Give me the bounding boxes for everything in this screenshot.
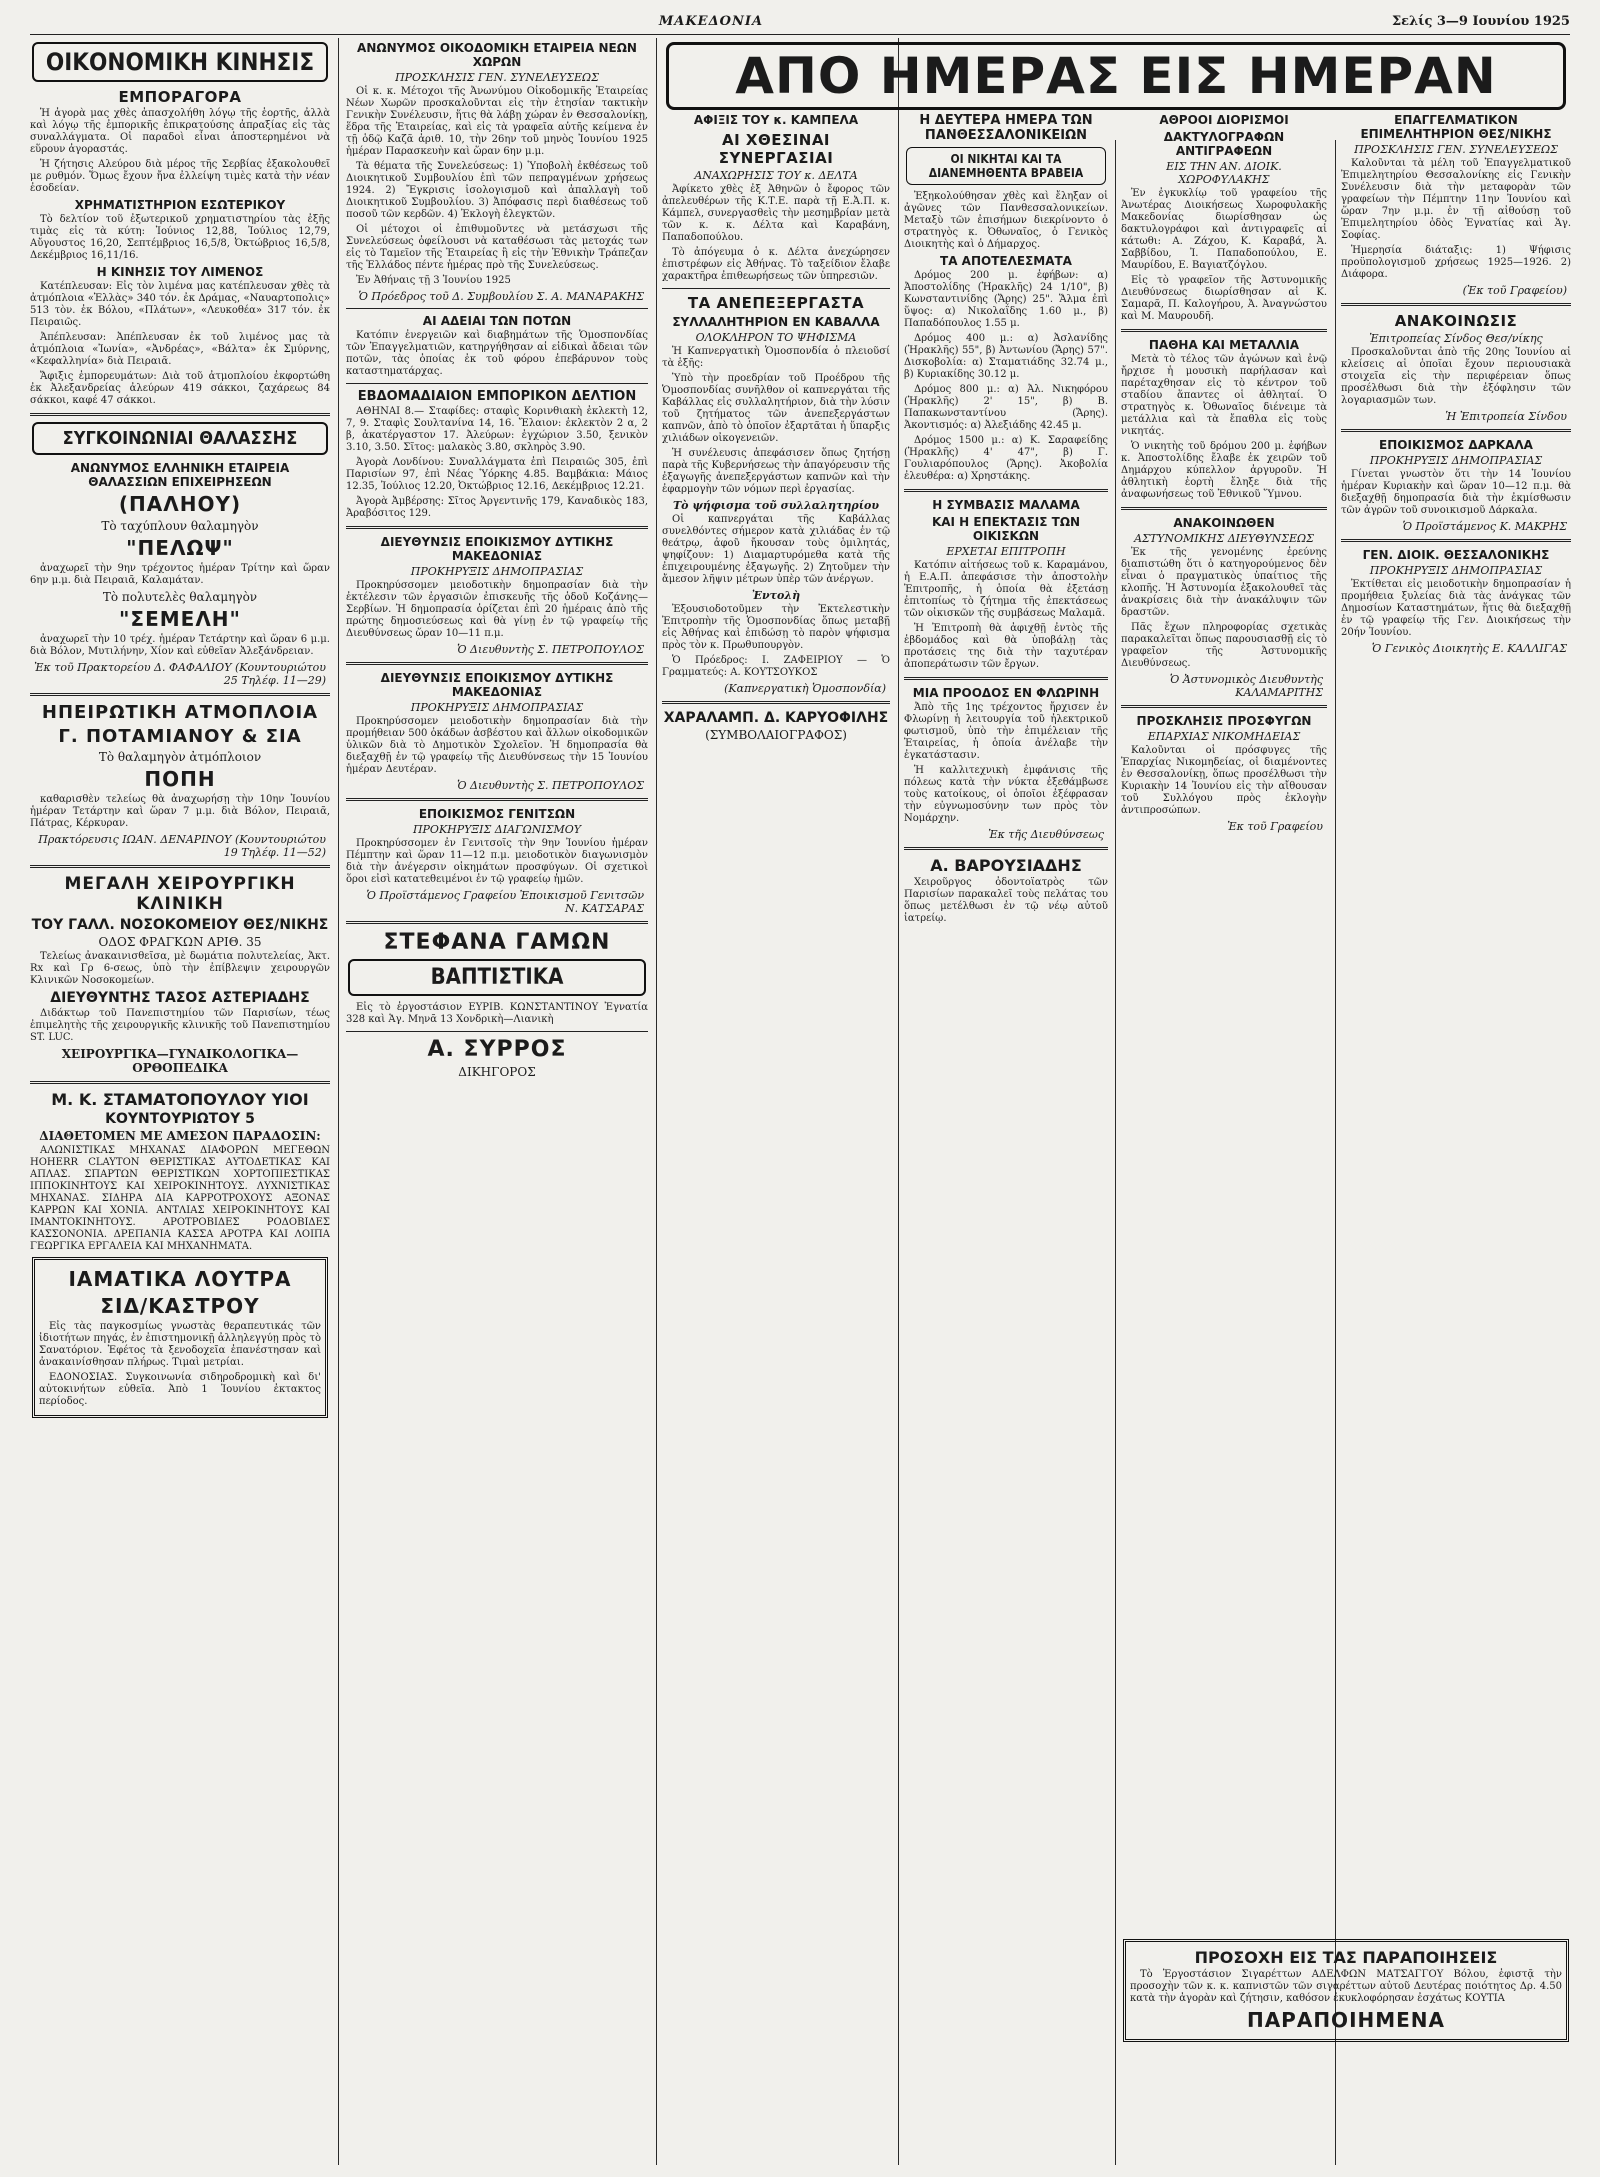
ship-name: ΠΟΠΗ <box>144 767 216 791</box>
notice-paragraph: Οἱ κ. κ. Μέτοχοι τῆς Ἀνωνύμου Οἰκοδομικῆς Ἑταιρείας Νέων Χωρῶν προσκαλοῦνται εἰς τὴν ἐτησίαν τακτικὴν Γενικὴν Συνέλευσιν, ἥτις θὰ λάβῃ χώραν ἐν Θεσσαλονίκῃ, ἕδρα τῆς Ἑταιρείας, καὶ εἰς τὰ γραφεῖα αὐτῆς κείμενα ἐν τῇ ὁδῷ Καζᾶ ἀριθ. 10, τὴν 26ην τοῦ μηνὸς Ἰουνίου 1925 ἡμέραν Παρασκευὴν καὶ ὥραν 6ην μ.μ. <box>346 86 648 157</box>
article-paragraph: Ἐξηκολούθησαν χθὲς καὶ ἔληξαν οἱ ἀγῶνες τῶν Πανθεσσαλονικείων. Μεταξὺ τῶν ἐπισήμων διεκρίνοντο ὁ στρατηγὸς κ. Ὀθωναῖος, ὁ Γενικὸς Διοικητὴς καὶ ὁ Δήμαρχος. <box>904 191 1108 250</box>
article-subtitle: ΠΡΟΚΗΡΥΞΙΣ ΔΗΜΟΠΡΑΣΙΑΣ <box>1369 454 1543 467</box>
dentist-name: Α. ΒΑΡΟΥΣΙΑΔΗΣ <box>930 856 1082 875</box>
article-signature: Ἐκ τοῦ Γραφείου <box>1227 820 1323 833</box>
ad-title: ΗΠΕΙΡΩΤΙΚΗ ΑΤΜΟΠΛΟΙΑ <box>41 702 319 723</box>
article-paragraph: Γίνεται γνωστὸν ὅτι τὴν 14 Ἰουνίου ἡμέραν Κυριακὴν καὶ ὥραν 10—12 π.μ. θὰ διεξαχθῇ δημοπρασία διὰ τὴν ἐκμίσθωσιν τῶν ἀγρῶν τοῦ συνοικισμοῦ Δάρκαλα. <box>1341 469 1571 516</box>
column-6 <box>1341 110 1571 2167</box>
article-paragraph: Ἡ συνέλευσις ἀπεφάσισεν ὅπως ζητήσῃ παρὰ τῆς Κυβερνήσεως τὴν ἀπαγόρευσιν τῆς ἐξαγωγῆς ἀνεπεξεργάστων καπνῶν καὶ τὴν ἐφαρμογὴν τῶν νόμων περὶ ἐργασίας. <box>662 448 890 495</box>
ad-line: Τὸ ταχύπλουν θαλαμηγὸν <box>101 519 259 533</box>
article-signature: Ὁ Προϊστάμενος Κ. ΜΑΚΡΗΣ <box>1402 520 1567 533</box>
column-4 <box>904 110 1108 2167</box>
article-paragraph: Ἀγορὰ Λονδίνου: Συναλλάγματα ἐπὶ Πειραιῶς 305, ἐπὶ Παρισίων 97, ἐπὶ Νέας Ὑόρκης 4.85. Βαμβάκια: Μάιος 12.35, Ἰούλιος 12.20, Ὀκτώβριος 12.16, Δεκέμβριος 12.21. <box>346 457 648 492</box>
article-title: ΠΡΟΣΚΛΗΣΙΣ ΠΡΟΣΦΥΓΩΝ <box>1136 714 1312 728</box>
company-subname: (ΠΑΛΗΟΥ) <box>118 492 242 516</box>
article-paragraph: Εἰς τὸ γραφεῖον τῆς Ἀστυνομικῆς Διευθύνσεως διωρίσθησαν αἱ Κ. Σαμαρᾶ, Π. Καλογήρου, Ἀ. Ἀναγνώστου καὶ Μ. Μαυρουδῆ. <box>1121 275 1327 322</box>
article-signature: Ἡ Ἐπιτροπεία Σίνδου <box>1445 410 1567 423</box>
article-title: ΠΑΘΗΑ ΚΑΙ ΜΕΤΑΛΛΙΑ <box>1148 338 1300 352</box>
ad-footer: ΠΑΡΑΠΟΙΗΜΕΝΑ <box>1246 2008 1446 2032</box>
column-notices <box>346 38 648 2167</box>
article-subtitle: ΕΡΧΕΤΑΙ ΕΠΙΤΡΟΠΗ <box>946 545 1066 558</box>
notary-title: (ΣΥΜΒΟΛΑΙΟΓΡΑΦΟΣ) <box>705 728 847 742</box>
article-subtitle: Ἐπιτροπείας Σίνδος Θεσ/νίκης <box>1369 332 1543 345</box>
ad-signature: Ἐκ τοῦ Πρακτορείου Δ. ΦΑΦΑΛΙΟΥ (Κουντουριώτου 25 Τηλέφ. 11—29) <box>34 661 326 687</box>
article-subtitle: ΠΡΟΚΗΡΥΞΙΣ ΔΗΜΟΠΡΑΣΙΑΣ <box>1369 564 1543 577</box>
ad-title: ΙΑΜΑΤΙΚΑ ΛΟΥΤΡΑ <box>68 1267 292 1291</box>
article-paragraph: Καλοῦνται τὰ μέλη τοῦ Ἐπαγγελματικοῦ Ἐπιμελητηρίου Θεσσαλονίκης εἰς Γενικὴν Συνέλευσιν διὰ τὴν μεταφορὰν τῶν γραφείων τὴν Πέμπτην 11ην Ἰουνίου καὶ ὥραν 7ην μ.μ. ἐν τῇ αἰθούσῃ τοῦ Ἐπιμελητηρίου ὁδὸς Ἐγνατίας καὶ Ἁγ. Σοφίας. <box>1341 158 1571 241</box>
article-signature: Ὁ Γενικὸς Διοικητὴς Ε. ΚΑΛΛΙΓΑΣ <box>1371 642 1567 655</box>
article-subhead: ΤΑ ΑΠΟΤΕΛΕΣΜΑΤΑ <box>940 254 1072 268</box>
ad-text: ΑΛΩΝΙΣΤΙΚΑΣ ΜΗΧΑΝΑΣ ΔΙΑΦΟΡΩΝ ΜΕΓΕΘΩΝ HOHERR CLAYTON ΘΕΡΙΣΤΙΚΑΣ ΑΥΤΟΔΕΤΙΚΑΣ ΚΑΙ ΑΠΛΑΣ. ΣΠΑΡΤΩΝ ΘΕΡΙΣΤΙΚΩΝ ΧΟΡΤΟΠΙΕΣΤΙΚΑΣ ΙΠΠΟΚΙΝΗΤΟΥΣ ΚΑΙ ΧΕΙΡΟΚΙΝΗΤΟΥΣ. ΛΥΧΝΙΣΤΙΚΑΣ ΜΗΧΑΝΑΣ. ΣΙΔΗΡΑ ΔΙΑ ΚΑΡΡΟΤΡΟΧΟΥΣ ΑΞΟΝΑΣ ΚΑΡΡΩΝ ΚΑΙ ΧΟΝΙΑ. ΑΝΤΛΙΑΣ ΧΕΙΡΟΚΙΝΗΤΟΥΣ ΚΑΙ ΙΜΑΝΤΟΚΙΝΗΤΟΥΣ. ΑΡΟΤΡΟΒΙΔΕΣ ΡΟΔΟΒΙΔΕΣ ΚΑΣΣΟΝΟΝΙΑ. ΔΡΕΠΑΝΙΑ ΚΑΣΣΑ ΑΡΟΤΡΑ ΚΑΙ ΛΟΙΠΑ ΓΕΩΡΓΙΚΑ ΕΡΓΑΛΕΙΑ ΚΑΙ ΜΗΧΑΝΗΜΑΤΑ. <box>30 1145 330 1252</box>
article-title: Η ΚΙΝΗΣΙΣ ΤΟΥ ΛΙΜΕΝΟΣ <box>96 265 264 279</box>
article-subtitle: ΕΠΑΡΧΙΑΣ ΝΙΚΟΜΗΔΕΙΑΣ <box>1147 730 1301 743</box>
notice-paragraph: Τὰ θέματα τῆς Συνελεύσεως: 1) Ὑποβολὴ ἐκθέσεως τοῦ Διοικητικοῦ Συμβουλίου ἐπὶ τῶν πεπραγμένων χρήσεως 1924. 2) Ἔγκρισις ἰσολογισμοῦ καὶ ἀπαλλαγὴ τοῦ Διοικητικοῦ Συμβουλίου. 3) Ἀπόφασις περὶ διαθέσεως τοῦ ποσοῦ τῶν κερδῶν. 4) Ἐκλογὴ ἐλεγκτῶν. <box>346 161 648 220</box>
article-paragraph: Κατέπλευσαν: Εἰς τὸν λιμένα μας κατέπλευσαν χθὲς τὰ ἀτμόπλοια «Ἑλλὰς» 340 τόν. ἐκ Δράμας, «Ναυαρτοπολις» 513 τὸν. ἐκ Βόλου, «Πλάτων», «Λευκοθέα» 317 τόν. ἐκ Πειραιῶς. <box>30 281 330 328</box>
article-paragraph: Ἐν ἐγκυκλίῳ τοῦ γραφείου τῆς Ἀνωτέρας Διοικήσεως Χωροφυλακῆς Μακεδονίας διωρίσθησαν ὡς δακτυλογράφοι καὶ ἀντιγραφεῖς αἱ κάτωθι: Α. Ζάχου, Κ. Καραβά, Ἀ. Σαββίδου, Ἰ. Παπαδοπούλου, Ε. Μαυρίδου, Ε. Βαγιατζόγλου. <box>1121 188 1327 271</box>
article-paragraph: Ἡ Ἐπιτροπὴ θὰ ἀφιχθῇ ἐντὸς τῆς ἑβδομάδος καὶ θὰ ὑποβάλῃ τὰς προτάσεις της διὰ τὴν ταχυτέραν ἀποπεράτωσιν τῶν ἔργων. <box>904 623 1108 670</box>
lawyer-name: Α. ΣΥΡΡΟΣ <box>427 1037 567 1062</box>
article-paragraph: Ὑπὸ τὴν προεδρίαν τοῦ Προέδρου τῆς Ὁμοσπονδίας συνῆλθον οἱ καπνεργάται τῆς Καβάλλας εἰς συλλαλητήριον, διὰ τὴν λύσιν τοῦ ζητήματος τῶν ἀνεπεξεργάστων καπνῶν, ἀπὸ τὸ ὁποῖον ἐξαρτᾶται ἡ ὕπαρξις χιλιάδων οἰκογενειῶν. <box>662 373 890 444</box>
article-paragraph: Ἐκ τῆς γενομένης ἐρεύνης διαπιστώθη ὅτι ὁ κατηγορούμενος δὲν εἶναι ὁ πραγματικὸς ὑπαίτιος τῆς κλοπῆς. Ἡ Ἀστυνομία ἐξακολουθεῖ τὰς ἀνακρίσεις διὰ τὴν ἀνακάλυψιν τῶν δραστῶν. <box>1121 547 1327 618</box>
column-3 <box>662 110 890 2167</box>
notice-signature: Ὁ Διευθυντὴς Σ. ΠΕΤΡΟΠΟΥΛΟΣ <box>457 779 644 792</box>
article-title: Η ΔΕΥΤΕΡΑ ΗΜΕΡΑ ΤΩΝ ΠΑΝΘΕΣΣΑΛΟΝΙΚΕΙΩΝ <box>919 113 1093 143</box>
ad-text: Τὸ Ἐργοστάσιον Σιγαρέττων ΑΔΕΛΦΩΝ ΜΑΤΣΑΓΓΟΥ Βόλου, ἐφιστᾷ τὴν προσοχὴν τῶν κ. κ. καπνιστῶν τῶν σιγαρέττων αὐτοῦ Δευτέρας ποιότητος Δρ. 4.50 κατὰ τὴν ἀγορὰν καὶ ζήτησιν, καθόσον ἐκυκλοφόρησαν ἐσχάτως ΚΟΥΤΙΑ <box>1130 1969 1562 2004</box>
notice-title: ΔΙΕΥΘΥΝΣΙΣ ΕΠΟΙΚΙΣΜΟΥ ΔΥΤΙΚΗΣ ΜΑΚΕΔΟΝΙΑΣ <box>380 671 614 699</box>
article-paragraph: Δρόμος 400 μ.: α) Ἀσλανίδης (Ἡρακλῆς) 55", β) Ἀντωνίου (Ἄρης) 57". Δισκοβολία: α) Σταματιάδης 32.74 μ., β) Κυριακίδης 30.12 μ. <box>904 333 1108 380</box>
company-name: ΑΝΩΝΥΜΟΣ ΕΛΛΗΝΙΚΗ ΕΤΑΙΡΕΙΑ ΘΑΛΑΣΣΙΩΝ ΕΠΙΧΕΙΡΗΣΕΩΝ <box>70 461 290 489</box>
ad-title: ΣΤΕΦΑΝΑ ΓΑΜΩΝ <box>383 930 611 955</box>
column-rule <box>898 38 899 2165</box>
article-paragraph: Κατόπιν αἰτήσεως τοῦ κ. Καραμάνου, ἡ Ε.Α.Π. ἀπεφάσισε τὴν ἀποστολὴν Ἐπιτροπῆς, ἡ ὁποία θὰ ἐξετάσῃ ἐπιτοπίως τὸ ζήτημα τῆς ἐπεκτάσεως τῶν οἰκισκῶν τῆς συμβάσεως Μαλαμᾶ. <box>904 560 1108 619</box>
article-title: ΑΦΙΞΙΣ ΤΟΥ κ. ΚΑΜΠΕΛΑ <box>693 113 859 127</box>
article-signature: (Ἐκ τοῦ Γραφείου) <box>1462 284 1567 297</box>
article-title: ΕΒΔΟΜΑΔΙΑΙΟΝ ΕΜΠΟΡΙΚΟΝ ΔΕΛΤΙΟΝ <box>357 389 637 404</box>
ad-text: Χειροῦργος ὀδοντοϊατρὸς τῶν Παρισίων παρακαλεῖ τοὺς πελάτας του ὅπως μετέλθωσι ἐν τῷ νέῳ αὐτοῦ ἰατρείῳ. <box>904 877 1108 924</box>
article-title: ΑΝΑΚΟΙΝΩΣΙΣ <box>1394 312 1518 330</box>
ad-title: Μ. Κ. ΣΤΑΜΑΤΟΠΟΥΛΟΥ ΥΙΟΙ <box>51 1090 309 1109</box>
ad-text: Διδάκτωρ τοῦ Πανεπιστημίου τῶν Παρισίων, τέως ἐπιμελητὴς τῆς χειρουργικῆς κλινικῆς τοῦ Πανεπιστημίου ST. LUC. <box>30 1008 330 1043</box>
ship-name: "ΣΕΜΕΛΗ" <box>119 607 241 631</box>
column-rule <box>656 38 657 2165</box>
article-paragraph: Δρόμος 800 μ.: α) Ἀλ. Νικηφόρου (Ἡρακλῆς) 2' 15", β) Β. Παπακωνσταντίνου (Ἄρης). Ἀκοντισμός: α) Ἀλεξιάδης 42.45 μ. <box>904 384 1108 431</box>
column-rule <box>1335 140 1336 2165</box>
article-paragraph: Ἡ Καπνεργατικὴ Ὁμοσπονδία ὁ πλειοῦσί τὰ ἑξῆς: <box>662 346 890 369</box>
ad-address: ΚΟΥΝΤΟΥΡΙΩΤΟΥ 5 <box>105 1111 255 1127</box>
notice-paragraph: Προκηρύσσομεν μειοδοτικὴν δημοπρασίαν διὰ τὴν ἐκτέλεσιν τῶν ἐργασιῶν ἐπισκευῆς τῆς ὁδοῦ Κοζάνης—Σερβίων. Ἡ δημοπρασία ὁρίζεται ἐπὶ 20 ἡμέραις ἀπὸ τῆς πρώτης δημοσιεύσεως καὶ θὰ γίνῃ ἐν τῷ γραφείῳ τῆς Διευθύνσεως ὥραν 10—11 π.μ. <box>346 580 648 639</box>
ad-footer: ΧΕΙΡΟΥΡΓΙΚΑ—ΓΥΝΑΙΚΟΛΟΓΙΚΑ—ΟΡΘΟΠΕΔΙΚΑ <box>61 1047 299 1075</box>
ad-name: ΣΙΔ/ΚΑΣΤΡΟΥ <box>100 1294 260 1318</box>
ad-address: ΟΔΟΣ ΦΡΑΓΚΩΝ ΑΡΙΘ. 35 <box>98 935 262 949</box>
notice-signature: Ὁ Προϊστάμενος Γραφείου Ἐποικισμοῦ Γενιτσῶν Ν. ΚΑΤΣΑΡΑΣ <box>366 889 644 915</box>
column-rule <box>338 38 339 2165</box>
ad-text: ἀναχωρεῖ τὴν 9ην τρέχοντος ἡμέραν Τρίτην καὶ ὥραν 6ην μ.μ. διὰ Πειραιᾶ, Καλαμάταν. <box>30 563 330 586</box>
column-economy <box>30 38 330 2167</box>
article-paragraph: Οἱ καπνεργάται τῆς Καβάλλας συνελθόντες σήμερον κατὰ χιλιάδας ἐν τῷ θεάτρῳ, ἀφοῦ ἤκουσαν τοὺς ὁμιλητάς, ψηφίζουν: 1) Διαμαρτυρόμεθα κατὰ τῆς ἐπιχειρουμένης ἐξαγωγῆς. 2) Ζητοῦμεν τὴν ἄμεσον λῆψιν μέτρων ὑπὲρ τῶν ἀνέργων. <box>662 514 890 585</box>
article-paragraph: Προσκαλοῦνται ἀπὸ τῆς 20ης Ἰουνίου αἱ κλείσεις αἱ ὁποῖαι ἔχουν περιουσιακὰ στοιχεῖα εἰς τὴν περιφέρειαν ὅπως προσέλθωσι διὰ τὴν ἐξόφλησιν τῶν λογαριασμῶν των. <box>1341 347 1571 406</box>
article-headline: ΑΙ ΧΘΕΣΙΝΑΙ ΣΥΝΕΡΓΑΣΙΑΙ <box>718 131 834 167</box>
article-paragraph: Ἀπὸ τῆς 1ης τρέχοντος ἤρχισεν ἐν Φλωρίνῃ ἡ λειτουργία τοῦ ἠλεκτρικοῦ φωτισμοῦ, ὑπὸ τὴν ἐπιμέλειαν τῆς Ἑταιρείας, ἡ ὁποία ἀνέλαβε τὴν ἐγκατάστασιν. <box>904 702 1108 761</box>
ad-director: ΔΙΕΥΘΥΝΤΗΣ ΤΑΣΟΣ ΑΣΤΕΡΙΑΔΗΣ <box>50 990 310 1006</box>
article-paragraph: Ἐξουσιοδοτοῦμεν τὴν Ἐκτελεστικὴν Ἐπιτροπὴν τῆς Ὁμοσπονδίας ὅπως μεταβῇ εἰς Ἀθήνας καὶ ἐπιδώσῃ τὸ παρὸν ψήφισμα πρὸς τὸν κ. Πρωθυπουργὸν. <box>662 604 890 651</box>
ad-subtitle: ΒΑΠΤΙΣΤΙΚΑ <box>348 959 646 996</box>
notice-title: ΔΙΕΥΘΥΝΣΙΣ ΕΠΟΙΚΙΣΜΟΥ ΔΥΤΙΚΗΣ ΜΑΚΕΔΟΝΙΑΣ <box>380 535 614 563</box>
article-signature: Ὁ Ἀστυνομικὸς Διευθυντὴς ΚΑΛΑΜΑΡΙΤΗΣ <box>1169 673 1323 699</box>
article-title: ΜΙΑ ΠΡΟΟΔΟΣ ΕΝ ΦΛΩΡΙΝΗ <box>912 686 1100 700</box>
notice-subtitle: ΠΡΟΣΚΛΗΣΙΣ ΓΕΝ. ΣΥΝΕΛΕΥΣΕΩΣ <box>395 71 599 84</box>
article-subtitle: ΠΡΟΣΚΛΗΣΙΣ ΓΕΝ. ΣΥΝΕΛΕΥΣΕΩΣ <box>1354 143 1558 156</box>
article-paragraph: Ἐκτίθεται εἰς μειοδοτικὴν δημοπρασίαν ἡ προμήθεια ξυλείας διὰ τὰς ἀνάγκας τῶν Δημοσίων Καταστημάτων, ἥτις θὰ διεξαχθῇ ἐν τῷ γραφείῳ τῆς Γεν. Διοικήσεως τὴν 20ήν Ἰουνίου. <box>1341 579 1571 638</box>
section-banner: ΑΠΟ ΗΜΕΡΑΣ ΕΙΣ ΗΜΕΡΑΝ <box>666 42 1566 110</box>
column-rule <box>1115 140 1116 2165</box>
notice-subtitle: ΠΡΟΚΗΡΥΞΙΣ ΔΙΑΓΩΝΙΣΜΟΥ <box>412 823 582 836</box>
article-title: ΕΜΠΟΡΑΓΟΡΑ <box>118 88 242 106</box>
shipping-section-header: ΣΥΓΚΟΙΝΩΝΙΑΙ ΘΑΛΑΣΣΗΣ <box>32 422 328 455</box>
article-paragraph: Μετὰ τὸ τέλος τῶν ἀγώνων καὶ ἐνῷ ἤρχισε ἡ μουσικὴ παρήλασαν καὶ παρέταχθησαν εἰς τὸ κέντρον τοῦ σταδίου ἅπαντες οἱ ἀθληταί. Ὁ στρατηγὸς κ. Ὀθωναῖος διένειμε τὰ μετάλλια καὶ τὰ ἔπαθλα εἰς τοὺς νικητάς. <box>1121 354 1327 437</box>
article-subtitle: ΑΝΑΧΩΡΗΣΙΣ ΤΟΥ κ. ΔΕΛΤΑ <box>694 169 858 182</box>
article-title: ΤΑ ΑΝΕΠΕΞΕΡΓΑΣΤΑ <box>687 294 865 312</box>
ad-line: Τὸ θαλαμηγὸν ἀτμόπλοιον <box>98 750 262 764</box>
ad-text: Εἰς τὸ ἐργοστάσιον ΕΥΡΙΒ. ΚΩΝΣΤΑΝΤΙΝΟΥ Ἐγνατία 328 καὶ Ἁγ. Μηνᾶ 13 Χονδρικὴ—Λιανικὴ <box>346 1002 648 1025</box>
article-title: ΑΘΡΟΟΙ ΔΙΟΡΙΣΜΟΙ <box>1159 113 1289 127</box>
notice-title: ΕΠΟΙΚΙΣΜΟΣ ΓΕΝΙΤΣΩΝ <box>418 807 576 821</box>
ad-text: καθαρισθὲν τελείως θὰ ἀναχωρήσῃ τὴν 10ην Ἰουνίου ἡμέραν Τετάρτην καὶ ὥραν 7 μ.μ. διὰ Βόλον, Πειραιᾶ, Πάτρας, Κέρκυραν. <box>30 794 330 829</box>
counterfeit-warning-ad <box>1121 1935 1571 2167</box>
notice-signature: Ὁ Διευθυντὴς Σ. ΠΕΤΡΟΠΟΥΛΟΣ <box>457 643 644 656</box>
article-subtitle: ΔΑΚΤΥΛΟΓΡΑΦΩΝ ΑΝΤΙΓΡΑΦΕΩΝ <box>1163 130 1285 158</box>
ad-text: ΕΔΟΝΟΣΙΑΣ. Συγκοινωνία σιδηροδρομικὴ καὶ δι' αὐτοκινήτων εὐθεῖα. Ἀπὸ 1 Ἰουνίου ἐκτακτος περίοδος. <box>39 1372 321 1407</box>
article-title: ΧΡΗΜΑΤΙΣΤΗΡΙΟΝ ΕΣΩΤΕΡΙΚΟΥ <box>74 198 286 212</box>
article-paragraph: Ὁ νικητὴς τοῦ δρόμου 200 μ. ἐφήβων κ. Ἀποστολίδης ἔλαβε ἐκ χειρῶν τοῦ Δημάρχου κύπελλον ἀργυροῦν. Ἡ ἀθλητικὴ ἑορτὴ ἔληξε διὰ τῆς ἀναφωνήσεως τοῦ Ἐθνικοῦ Ὕμνου. <box>1121 441 1327 500</box>
ad-frame <box>1123 1939 1569 2042</box>
newspaper-name: ΜΑΚΕΔΟΝΙΑ <box>658 13 764 29</box>
article-paragraph: Δρόμος 1500 μ.: α) Κ. Σαραφείδης (Ἡρακλῆς) 4' 47", β) Γ. Γουλιαρόπουλος (Ἄρης). Ἀκοβολία ἐλευθέρα: α) Χρηστάκης. <box>904 435 1108 482</box>
spa-ad <box>32 1257 328 1418</box>
article-paragraph: Τὸ ἀπόγευμα ὁ κ. Δέλτα ἀνεχώρησεν ἐπιστρέφων εἰς Ἀθήνας. Τὸ ταξείδιον ἔλαβε χαρακτῆρα ἐπιθεωρήσεως τῶν ὑπηρεσιῶν. <box>662 247 890 282</box>
article-paragraph: Κατόπιν ἐνεργειῶν καὶ διαβημάτων τῆς Ὁμοσπονδίας τῶν Ἐπαγγελματιῶν, κατηργήθησαν αἱ εἰδικαὶ ἄδειαι τῶν ποτῶν, τὰς ὁποίας ἐκ τοῦ φόρου ἐπεβάρυνον τοὺς καταστηματάρχας. <box>346 330 648 377</box>
article-subtitle: ΟΙ ΝΙΚΗΤΑΙ ΚΑΙ ΤΑ ΔΙΑΝΕΜΗΘΕΝΤΑ ΒΡΑΒΕΙΑ <box>906 147 1106 185</box>
article-title: ΓΕΝ. ΔΙΟΙΚ. ΘΕΣΣΑΛΟΝΙΚΗΣ <box>1362 548 1550 562</box>
ad-title: Γ. ΠΟΤΑΜΙΑΝΟΥ & ΣΙΑ <box>58 726 302 747</box>
notice-paragraph: Προκηρύσσομεν ἐν Γενιτσοῖς τὴν 9ην Ἰουνίου ἡμέραν Πέμπτην καὶ ὥραν 11—12 π.μ. μειοδοτικὸν διαγωνισμὸν διὰ τὴν ἀνέγερσιν οἰκημάτων προσφύγων. Οἱ σχετικοὶ ὅροι εἰσὶ κατατεθειμένοι ἐν τῷ γραφείῳ ἡμῶν. <box>346 838 648 885</box>
article-subtitle: ΚΑΙ Η ΕΠΕΚΤΑΣΙΣ ΤΩΝ ΟΙΚΙΣΚΩΝ <box>931 515 1081 543</box>
lawyer-title: ΔΙΚΗΓΟΡΟΣ <box>458 1065 536 1079</box>
masthead <box>30 8 1570 35</box>
article-signature: (Καπνεργατικὴ Ὁμοσπονδία) <box>724 682 886 695</box>
notice-paragraph: Ἐν Ἀθήναις τῇ 3 Ἰουνίου 1925 <box>356 275 511 286</box>
article-paragraph: Δρόμος 200 μ. ἐφήβων: α) Ἀποστολίδης (Ἡρακλῆς) 24 1/10", β) Κωνσταντινίδης (Ἄρης) 25". Ἅλμα ἐπὶ ὕψος: α) Νικολαΐδης 1.60 μ., β) Παπαδόπουλος 1.55 μ. <box>904 270 1108 329</box>
article-paragraph: Ἀφίκετο χθὲς ἐξ Ἀθηνῶν ὁ ἔφορος τῶν ἀπελευθέρων τῆς Κ.Τ.Ε. παρὰ τῇ Ε.Ἀ.Π. κ. Κάμπελ, συνεργασθεὶς τὴν μεσημβρίαν μετὰ τῶν κ. κ. Δέλτα καὶ Καραβάνη, Παπαδοπούλου. <box>662 184 890 243</box>
article-subhead: Τὸ ψήφισμα τοῦ συλλαλητηρίου <box>673 499 879 512</box>
article-subtitle: ΕΙΣ ΤΗΝ ΑΝ. ΔΙΟΙΚ. ΧΩΡΟΦΥΛΑΚΗΣ <box>1166 160 1282 186</box>
article-title: ΕΠΟΙΚΙΣΜΟΣ ΔΑΡΚΑΛΑ <box>1379 438 1533 452</box>
article-paragraph: Ἀγορὰ Ἀμβέρσης: Σῖτος Ἀργεντινῆς 179, Καναδικὸς 183, Ἀραβόσιτος 129. <box>346 496 648 519</box>
article-title: ΕΠΑΓΓΕΛΜΑΤΙΚΟΝ ΕΠΙΜΕΛΗΤΗΡΙΟΝ ΘΕΣ/ΝΙΚΗΣ <box>1360 113 1552 141</box>
article-subtitle: ΟΛΟΚΛΗΡΟΝ ΤΟ ΨΗΦΙΣΜΑ <box>695 331 857 344</box>
article-paragraph: ΑΘΗΝΑΙ 8.— Σταφίδες: σταφὶς Κορινθιακὴ ἐκλεκτὴ 12, 7, 9. Σταφὶς Σουλτανίνα 14, 16. Ἔλαιον: ἐκλεκτὸν 2 α, 2 β, ἀκατέργαστον 17. Ἀλεύρων: ἐγχώριον 3.50, ξενικὸν 3.10, 3.50. Σῖτος: μαλακὸς 3.80, σκληρὸς 3.90. <box>346 406 648 453</box>
ad-signature: Πρακτόρευσις ΙΩΑΝ. ΔΕΝΑΡΙΝΟΥ (Κουντουριώτου 19 Τηλέφ. 11—52) <box>38 833 326 859</box>
article-paragraph: Πᾶς ἔχων πληροφορίας σχετικὰς παρακαλεῖται ὅπως παρουσιασθῇ εἰς τὸ γραφεῖον τῆς Ἀστυνομικῆς Διευθύνσεως. <box>1121 622 1327 669</box>
article-subhead: Ἐντολὴ <box>751 589 801 602</box>
article-subtitle: ΑΣΤΥΝΟΜΙΚΗΣ ΔΙΕΥΘΥΝΣΕΩΣ <box>1134 532 1314 545</box>
article-paragraph: Καλοῦνται οἱ πρόσφυγες τῆς Ἐπαρχίας Νικομηδείας, οἱ διαμένοντες ἐν Θεσσαλονίκῃ, ὅπως προσέλθωσι τὴν Κυριακὴν 14 Ἰουνίου εἰς τὴν αἴθουσαν τοῦ Συλλόγου πρὸς ἐκλογὴν ἀντιπροσώπων. <box>1121 745 1327 816</box>
ad-subtitle: ΤΟΥ ΓΑΛΛ. ΝΟΣΟΚΟΜΕΙΟΥ ΘΕΣ/ΝΙΚΗΣ <box>31 917 329 933</box>
notice-paragraph: Οἱ μέτοχοι οἱ ἐπιθυμοῦντες νὰ μετάσχωσι τῆς Συνελεύσεως ὀφείλουσι νὰ καταθέσωσι τὰς μετοχάς των εἰς τὸ Ταμεῖον τῆς Ἑταιρείας ἢ εἰς τὴν Ἐθνικὴν Τράπεζαν τῆς Ἑλλάδος πέντε ἡμέρας πρὸ τῆς Συνελεύσεως. <box>346 224 648 271</box>
article-title: ΑΝΑΚΟΙΝΩΘΕΝ <box>1173 516 1275 530</box>
article-paragraph: Τὸ δελτίον τοῦ ἐξωτερικοῦ χρηματιστηρίου τὰς ἐξῆς τιμὰς εἰς τὰ κύτη: Ἰούνιος 12,88, Ἰούλιος 12,79, Αὔγουστος 16,20, Σεπτέμβριος 16,5/8, Ὀκτώβριος 16,5/8, Δεκέμβριος 16,11/16. <box>30 214 330 261</box>
ship-name: "ΠΕΛΩΨ" <box>126 536 234 560</box>
ad-heading: ΔΙΑΘΕΤΟΜΕΝ ΜΕ ΑΜΕΣΟΝ ΠΑΡΑΔΟΣΙΝ: <box>39 1129 321 1143</box>
article-paragraph: Ἡμερησία διάταξις: 1) Ψήφισις προϋπολογισμοῦ χρήσεως 1925—1926. 2) Διάφορα. <box>1341 245 1571 280</box>
ad-text: ἀναχωρεῖ τὴν 10 τρέχ. ἡμέραν Τετάρτην καὶ ὥραν 6 μ.μ. διὰ Βόλον, Μυτιλήνην, Χίον καὶ εὐθεῖαν Ἀλεξάνδρειαν. <box>30 634 330 657</box>
article-subtitle: ΣΥΛΛΑΛΗΤΗΡΙΟΝ ΕΝ ΚΑΒΑΛΛΑ <box>672 315 880 329</box>
notice-paragraph: Προκηρύσσομεν μειοδοτικὴν δημοπρασίαν διὰ τὴν προμήθειαν 500 ὀκάδων ἀσβέστου καὶ ἄλλων οἰκοδομικῶν ὑλικῶν διὰ τὸ Δημοτικὸν Σχολεῖον. Ἡ δημοπρασία θὰ διεξαχθῇ ἐν τῷ γραφείῳ τῆς Διευθύνσεως τὴν 15 Ἰουνίου ἡμέραν Δευτέραν. <box>346 716 648 775</box>
article-title: Η ΣΥΜΒΑΣΙΣ ΜΑΛΑΜΑ <box>932 498 1080 512</box>
notary-name: ΧΑΡΑΛΑΜΠ. Δ. ΚΑΡΥΟΦΙΛΗΣ <box>663 710 889 726</box>
ad-title: ΜΕΓΑΛΗ ΧΕΙΡΟΥΡΓΙΚΗ ΚΛΙΝΙΚΗ <box>64 874 296 914</box>
ad-title: ΠΡΟΣΟΧΗ ΕΙΣ ΤΑΣ ΠΑΡΑΠΟΙΗΣΕΙΣ <box>1194 1948 1498 1967</box>
article-paragraph: Ἀπέπλευσαν: Ἀπέπλευσαν ἐκ τοῦ λιμένος μας τὰ ἀτμόπλοια «Ἰωνία», «Ἀνδρέας», «Βάλτα» ἐκ Σμύρνης, «Κεφαλληνία» διὰ Πειραιᾶ. <box>30 332 330 367</box>
notice-signature: Ὁ Πρόεδρος τοῦ Δ. Συμβουλίου Σ. Α. ΜΑΝΑΡΑΚΗΣ <box>358 290 644 303</box>
ad-text: Εἰς τὰς παγκοσμίως γνωστὰς θεραπευτικάς τῶν ἰδιοτήτων πηγάς, ἐν ἐπιστημονικῇ ἀλληλεγγύῃ πρὸς τὸ Σανατόριον. Ἐφέτος τὰ ξενοδοχεῖα ἐπανέστησαν καὶ ἀνακαινίσθησαν πλήρως. Τιμαὶ μετρίαι. <box>39 1321 321 1368</box>
economy-section-header: ΟΙΚΟΝΟΜΙΚΗ ΚΙΝΗΣΙΣ <box>32 42 328 82</box>
notice-title: ΑΝΩΝΥΜΟΣ ΟΙΚΟΔΟΜΙΚΗ ΕΤΑΙΡΕΙΑ ΝΕΩΝ ΧΩΡΩΝ <box>357 41 637 69</box>
article-paragraph: Ὁ Πρόεδρος: Ι. ΖΑΦΕΙΡΙΟΥ — Ὁ Γραμματεύς: Α. ΚΟΥΤΣΟΥΚΟΣ <box>662 655 890 678</box>
ad-text: Τελείως ἀνακαινισθεῖσα, μὲ δωμάτια πολυτελείας, Ἀκτ. Rx καὶ Γρ 6-σεως, ὑπὸ τὴν ἐπίβλεψιν χειρουργῶν Κλινικῶν Νοσοκομείων. <box>30 951 330 986</box>
article-paragraph: Ἄφιξις ἐμπορευμάτων: Διὰ τοῦ ἀτμοπλοίου ἐκφορτώθη ἐκ Ἀλεξανδρείας ἀλεύρων 419 σάκκοι, ζαχάρεως 84 σάκκοι, καφέ 47 σάκκοι. <box>30 371 330 406</box>
article-paragraph: Ἡ ζήτησις Αλεύρου διὰ μέρος τῆς Σερβίας ἐξακολουθεῖ με ρυθμόν. Ὅμως ἔχουν ἤνα ἐλλείψη τιμὲς κατὰ τὴν νέαν ἐσοδείαν. <box>30 159 330 194</box>
article-paragraph: Ἡ καλλιτεχνικὴ ἐμφάνισις τῆς πόλεως κατὰ τὴν νύκτα ἐξεθάμβωσε τοὺς κατοίκους, οἱ ὁποῖοι ἐξέφρασαν τὴν εὐγνωμοσύνην των πρὸς τὸν Νομάρχην. <box>904 765 1108 824</box>
column-5 <box>1121 110 1327 2167</box>
page-date: Σελίς 3—9 Ιουνίου 1925 <box>1391 13 1570 29</box>
article-title: ΑΙ ΑΔΕΙΑΙ ΤΩΝ ΠΟΤΩΝ <box>422 314 572 328</box>
article-signature: Ἐκ τῆς Διευθύνσεως <box>988 828 1104 841</box>
article-paragraph: Ἡ ἀγορὰ μας χθὲς ἀπασχολήθη λόγῳ τῆς ἑορτῆς, ἀλλὰ καὶ λόγῳ τῆς ἐμπορικῆς ἐπικρατούσης ἀπραξίας εἰς τὰς συναλλάγματα. Οἱ παραδοὶ εἶναι ἀποστερημένοι νὰ εὕρουν ἀγοραστάς. <box>30 108 330 155</box>
notice-subtitle: ΠΡΟΚΗΡΥΞΙΣ ΔΗΜΟΠΡΑΣΙΑΣ <box>410 565 584 578</box>
notice-subtitle: ΠΡΟΚΗΡΥΞΙΣ ΔΗΜΟΠΡΑΣΙΑΣ <box>410 701 584 714</box>
ad-line: Τὸ πολυτελὲς θαλαμηγὸν <box>102 590 258 604</box>
